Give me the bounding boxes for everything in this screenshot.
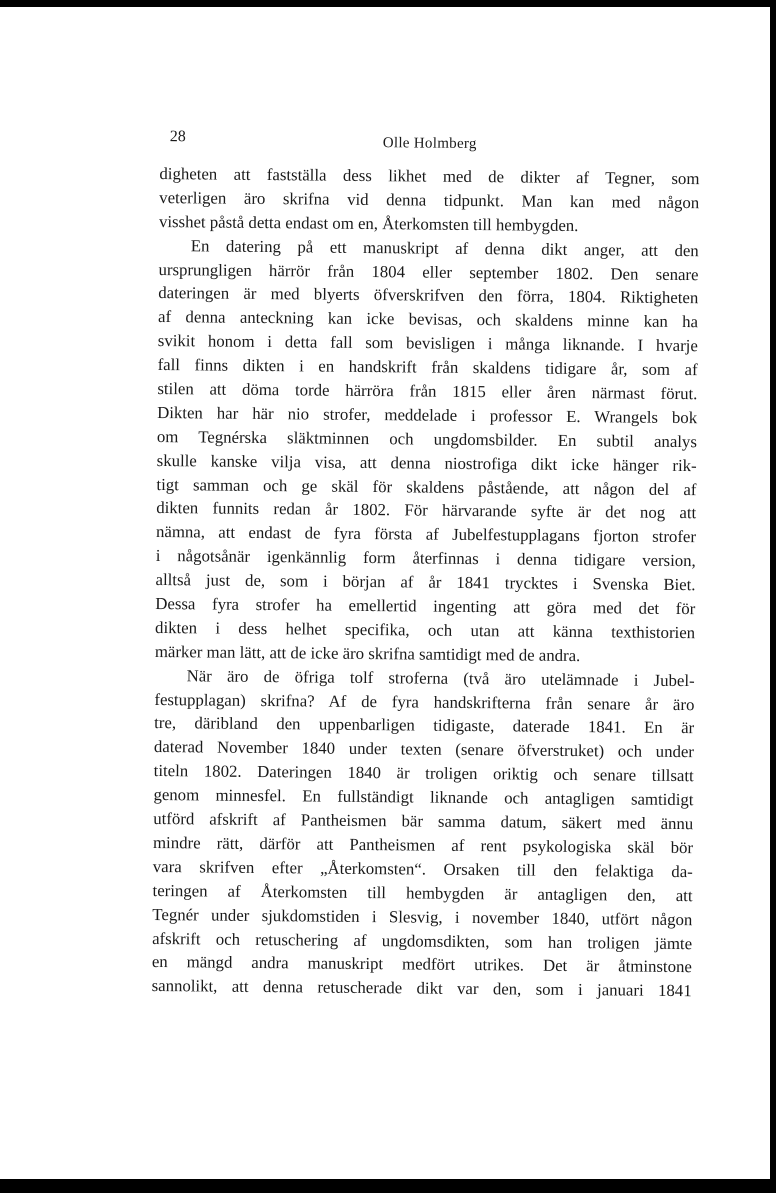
text-line: teringen af Återkomsten till hembygden är antagligen den, att <box>152 880 693 905</box>
text-line: afskrift och retuschering af ungdomsdikten, som han troligen jämte <box>152 928 693 953</box>
text-line: ursprungligen härrör från 1804 eller september 1802. Den senare <box>158 259 699 284</box>
book-page <box>152 118 700 1003</box>
text-line: digheten att fastställa dess likhet med de dikter af Tegner, som <box>159 163 700 189</box>
text-line: festupplagan) skrifna? Af de fyra handskrifterna från senare år äro <box>154 689 695 714</box>
text-line: vara skrifven efter „Återkomsten“. Orsaken till den felaktiga da- <box>152 856 693 881</box>
text-line: en mängd andra manuskript medfört utrikes. Det är åtminstone <box>151 952 692 977</box>
text-line: genom minnesfel. En fullständigt liknande och antagligen samtidigt <box>153 785 694 810</box>
text-line: utförd afskrift af Pantheismen bär samma datum, säkert med ännu <box>153 809 694 834</box>
text-line: tre, däribland den uppenbarligen tidigaste, daterade 1841. En är <box>154 713 695 738</box>
text-line: Dessa fyra strofer ha emellertid ingenting att göra med det för <box>155 594 696 619</box>
scan-edge-top <box>0 0 776 7</box>
text-line: visshet påstå detta endast om en, Återkomsten till hembygden. <box>158 211 579 235</box>
running-head <box>160 118 700 153</box>
text-line: i någotsånär igenkännlig form återfinnas i denna tidigare version, <box>155 546 696 571</box>
text-line: alltså just de, som i början af år 1841 trycktes i Svenska Biet. <box>155 570 696 595</box>
text-line: sannolikt, att denna retuscherade dikt var den, som i januari 1841 <box>151 976 692 1001</box>
text-line: dateringen är med blyerts öfverskrifven den förra, 1804. Riktigheten <box>158 283 699 308</box>
text-line: stilen att döma torde härröra från 1815 eller åren närmast förut. <box>157 379 698 404</box>
scan-edge-bottom <box>0 1179 776 1193</box>
text-line: dikten funnits redan år 1802. För härvarande syfte är det nog att <box>156 498 697 523</box>
scan-edge-right <box>770 0 776 1193</box>
text-line: tigt samman och ge skäl för skaldens påstående, att någon del af <box>156 474 697 499</box>
text-line: Tegnér under sjukdomstiden i Slesvig, i november 1840, utfört någon <box>152 904 693 929</box>
text-line: daterad November 1840 under texten (senare öfverstruket) och under <box>153 737 695 762</box>
text-line: Dikten har här nio strofer, meddelade i professor E. Wrangels bok <box>157 402 698 428</box>
text-line: af denna anteckning kan icke bevisas, och skaldens minne kan ha <box>158 307 699 332</box>
running-head-author: Olle Holmberg <box>382 135 477 153</box>
text-line: nämna, att endast de fyra första af Jubelfestupplagans fjorton strofer <box>155 522 697 547</box>
text-line: När äro de öfriga tolf stroferna (två äro utelämnade i Jubel- <box>186 665 695 690</box>
text-line: veterligen äro skrifna vid denna tidpunkt. Man kan med någon <box>159 187 700 213</box>
body-text <box>152 162 700 1003</box>
text-line: dikten i dess helhet specifika, och utan att känna texthistorien <box>155 617 696 643</box>
text-line: om Tegnérska släktminnen och ungdomsbilder. En subtil analys <box>156 426 698 451</box>
text-line: märker man lätt, att de icke äro skrifna samtidigt med de andra. <box>154 641 581 665</box>
page-number: 28 <box>169 128 186 146</box>
text-line: skulle kanske vilja visa, att denna niostrofiga dikt icke hänger rik- <box>156 450 697 475</box>
text-line: svikit honom i detta fall som bevisligen i många liknande. I hvarje <box>157 331 698 356</box>
text-line: fall finns dikten i en handskrift från skaldens tidigare år, som af <box>157 355 698 380</box>
text-line: En datering på ett manuskript af denna dikt anger, att den <box>190 235 699 260</box>
text-line: mindre rätt, därför att Pantheismen af rent psykologiska skäl bör <box>152 832 694 858</box>
text-line: titeln 1802. Dateringen 1840 är troligen oriktig och senare tillsatt <box>153 761 694 786</box>
